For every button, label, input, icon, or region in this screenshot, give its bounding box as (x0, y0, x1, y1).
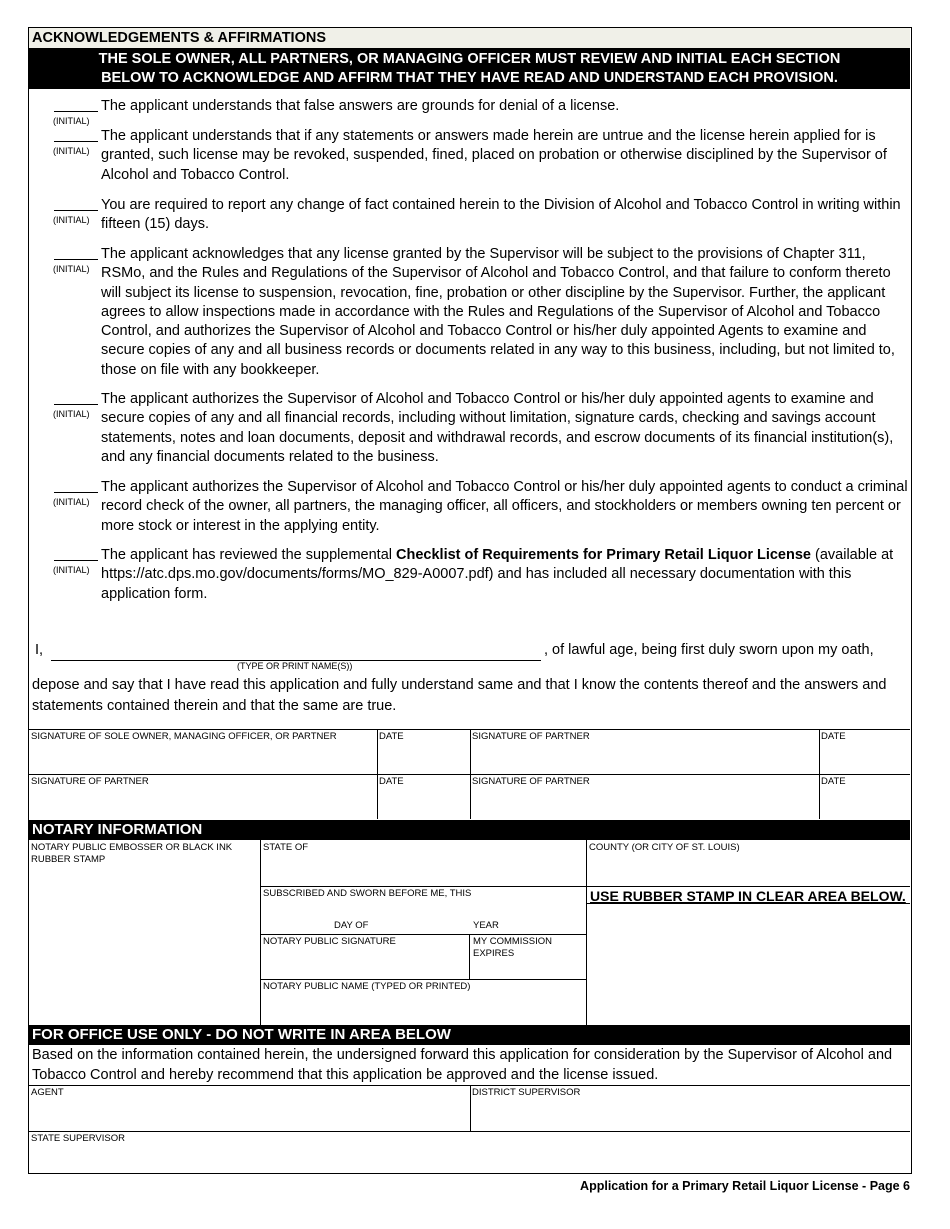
oath-name-label: (TYPE OR PRINT NAME(S)) (237, 661, 353, 671)
district-supervisor-label[interactable]: DISTRICT SUPERVISOR (472, 1087, 581, 1098)
office-divider (29, 1131, 910, 1132)
initial-field[interactable] (54, 126, 98, 142)
notary-title: NOTARY INFORMATION (32, 821, 203, 838)
office-divider (470, 1085, 471, 1131)
notary-title-bar (29, 820, 910, 840)
ack-instruction-line2: BELOW TO ACKNOWLEDGE AND AFFIRM THAT THEY HAVE READ AND UNDERSTAND EACH PROVISION. (101, 70, 838, 86)
office-statement: Based on the information contained herein, the undersigned forward this application for consideration by the Supervisor of Alcohol and Tobacco Control and hereby recommend that this application be approved and the license issued. (32, 1047, 893, 1083)
notary-divider (469, 934, 470, 979)
ack-item-text: The applicant authorizes the Supervisor of Alcohol and Tobacco Control or his/her duly appointed agents to conduct a criminal record check of the owner, all partners, the managing officer, all officers, and stockholders or members owning ten percent or more stock or interest in the applying entity. (101, 479, 908, 534)
oath-statement: depose and say that I have read this application and fully understand same and that I know the contents thereof and the answers and statements contained therein and that the same are true. (32, 677, 887, 714)
ack-title: ACKNOWLEDGEMENTS & AFFIRMATIONS (32, 30, 327, 46)
initial-field[interactable] (54, 545, 98, 561)
ack-item-text: You are required to report any change of fact contained herein to the Division of Alcohol and Tobacco Control in writing within fifteen (15) days. (101, 197, 901, 233)
sig-divider (377, 729, 378, 819)
initial-field[interactable] (54, 96, 98, 112)
initial-label: (INITIAL) (53, 146, 90, 156)
ack-instruction (29, 49, 910, 89)
sig-partner-label[interactable]: SIGNATURE OF PARTNER (472, 731, 590, 742)
notary-divider (260, 934, 586, 935)
ack-item-text: The applicant acknowledges that any license granted by the Supervisor will be subject to the provisions of Chapter 311, RSMo, and the Rules and Regulations of the Supervisor of Alcohol and Tobacco Control, and that failure to conform thereto will subject its license to suspension, revocation, fine, probation or other discipline by the Supervisor. Further, the applicant agrees to allow inspections made in accordance with the Rules and Regulations of the Supervisor of Alcohol and Tobacco Control, and authorizes the Supervisor of Alcohol and Tobacco Control or his/her duly appointed Agents to examine and secure copies of any and all business records or documents related in any way to this business, including, but not limited to, those on file with any bookkeeper. (101, 246, 895, 378)
initial-label: (INITIAL) (53, 116, 90, 126)
oath-prefix: I, (35, 642, 44, 658)
agent-label[interactable]: AGENT (31, 1087, 64, 1098)
sig-owner-label[interactable]: SIGNATURE OF SOLE OWNER, MANAGING OFFICER, OR PARTNER (31, 731, 337, 742)
initial-field[interactable] (54, 389, 98, 405)
ack-instruction-line1: THE SOLE OWNER, ALL PARTNERS, OR MANAGING OFFICER MUST REVIEW AND INITIAL EACH SECTION (98, 51, 841, 67)
notary-divider (260, 979, 586, 980)
sig-date-label[interactable]: DATE (821, 776, 846, 787)
sig-partner-label[interactable]: SIGNATURE OF PARTNER (472, 776, 590, 787)
office-title: FOR OFFICE USE ONLY - DO NOT WRITE IN AREA BELOW (32, 1026, 451, 1043)
initial-label: (INITIAL) (53, 497, 90, 507)
notary-commission-label[interactable]: MY COMMISSION EXPIRES (473, 936, 552, 959)
page-footer: Application for a Primary Retail Liquor License - Page 6 (580, 1179, 910, 1193)
ack-item-text (101, 546, 910, 604)
oath-suffix: , of lawful age, being first duly sworn upon my oath, (544, 642, 874, 658)
ack-title-bar (29, 28, 910, 49)
notary-county-label[interactable]: COUNTY (OR CITY OF ST. LOUIS) (589, 842, 740, 853)
checklist-title: Checklist of Requirements for Primary Retail Liquor License (396, 547, 811, 563)
initial-label: (INITIAL) (53, 215, 90, 225)
state-supervisor-label[interactable]: STATE SUPERVISOR (31, 1133, 125, 1144)
notary-name-label[interactable]: NOTARY PUBLIC NAME (TYPED OR PRINTED) (263, 981, 471, 992)
sig-date-label[interactable]: DATE (821, 731, 846, 742)
notary-state-label[interactable]: STATE OF (263, 842, 309, 853)
initial-field[interactable] (54, 195, 98, 211)
ack-item-text: The applicant authorizes the Supervisor of Alcohol and Tobacco Control or his/her duly appointed agents to examine and secure copies of any and all financial records, including without limitation, signature cards, checking and savings account statements, notes and loan documents, deposit and withdrawal records, and escrow documents of its financial institution(s), and any financial documents related to the business. (101, 391, 894, 465)
sig-date-label[interactable]: DATE (379, 731, 404, 742)
ack-item-text: The applicant understands that false answers are grounds for denial of a license. (101, 98, 620, 114)
office-title-bar (29, 1025, 910, 1045)
initial-label: (INITIAL) (53, 565, 90, 575)
checklist-text-before: The applicant has reviewed the supplemental (101, 547, 397, 563)
sig-partner-label[interactable]: SIGNATURE OF PARTNER (31, 776, 149, 787)
sig-date-label[interactable]: DATE (379, 776, 404, 787)
notary-day-label: DAY OF (334, 920, 369, 931)
form-page (28, 27, 912, 1174)
initial-label: (INITIAL) (53, 264, 90, 274)
notary-embosser-label: NOTARY PUBLIC EMBOSSER OR BLACK INK RUBBER STAMP (31, 842, 233, 865)
initial-field[interactable] (54, 244, 98, 260)
notary-divider (586, 840, 587, 1025)
checklist-text-after: (available at https://atc.dps.mo.gov/documents/forms/MO_829-A0007.pdf) and has included all necessary documentation with this application form. (101, 547, 894, 602)
notary-signature-label[interactable]: NOTARY PUBLIC SIGNATURE (263, 936, 396, 947)
sig-divider (470, 729, 471, 819)
ack-item-text: The applicant understands that if any statements or answers made herein are untrue and the license herein applied for is granted, such license may be revoked, suspended, fined, placed on probation or otherwise disciplined by the Supervisor of Alcohol and Tobacco Control. (101, 128, 887, 183)
sig-divider (819, 729, 820, 819)
initial-label: (INITIAL) (53, 409, 90, 419)
initial-field[interactable] (54, 477, 98, 493)
notary-subscribed-label[interactable]: SUBSCRIBED AND SWORN BEFORE ME, THIS (263, 888, 472, 899)
notary-divider (260, 886, 910, 887)
notary-divider (260, 840, 261, 1025)
notary-stamp-note: USE RUBBER STAMP IN CLEAR AREA BELOW. (590, 888, 906, 904)
notary-year-label: YEAR (473, 920, 499, 931)
